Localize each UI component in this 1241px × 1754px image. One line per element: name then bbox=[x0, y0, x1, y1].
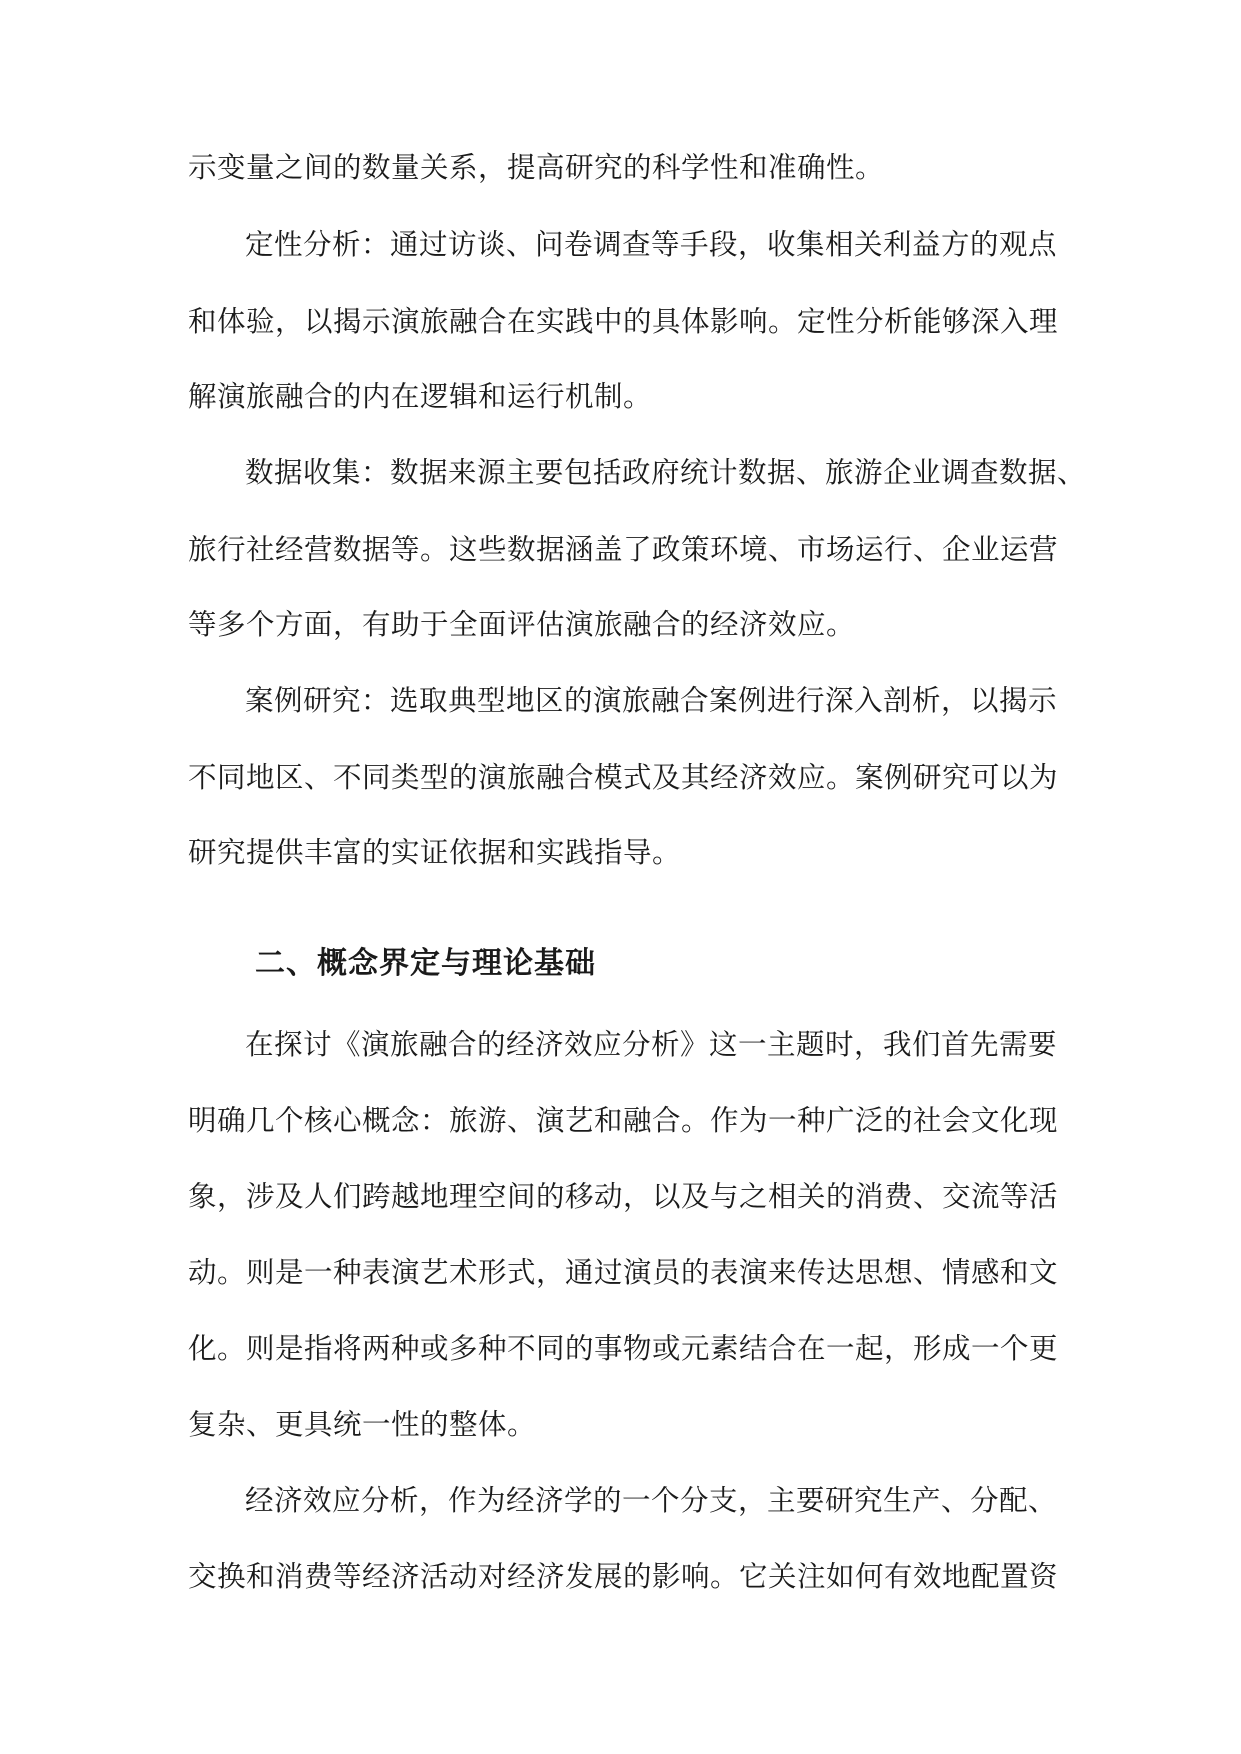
paragraph-line: 动。则是一种表演艺术形式，通过演员的表演来传达思想、情感和文 bbox=[188, 1256, 1059, 1289]
paragraph-line: 和体验，以揭示演旅融合在实践中的具体影响。定性分析能够深入理 bbox=[188, 305, 1059, 338]
paragraph-line: 经济效应分析，作为经济学的一个分支，主要研究生产、分配、 bbox=[245, 1484, 1058, 1517]
section-heading: 二、概念界定与理论基础 bbox=[255, 946, 596, 981]
paragraph-line: 等多个方面，有助于全面评估演旅融合的经济效应。 bbox=[188, 608, 856, 641]
paragraph-line: 不同地区、不同类型的演旅融合模式及其经济效应。案例研究可以为 bbox=[188, 761, 1059, 794]
paragraph-line: 解演旅融合的内在逻辑和运行机制。 bbox=[188, 380, 653, 413]
paragraph-line: 案例研究：选取典型地区的演旅融合案例进行深入剖析，以揭示 bbox=[245, 684, 1058, 717]
paragraph-line: 化。则是指将两种或多种不同的事物或元素结合在一起，形成一个更 bbox=[188, 1332, 1059, 1365]
paragraph-line: 研究提供丰富的实证依据和实践指导。 bbox=[188, 836, 682, 869]
paragraph-line: 交换和消费等经济活动对经济发展的影响。它关注如何有效地配置资 bbox=[188, 1560, 1059, 1593]
paragraph-line: 旅行社经营数据等。这些数据涵盖了政策环境、市场运行、企业运营 bbox=[188, 533, 1059, 566]
paragraph-line: 复杂、更具统一性的整体。 bbox=[188, 1408, 537, 1441]
paragraph-line: 数据收集：数据来源主要包括政府统计数据、旅游企业调查数据、 bbox=[245, 456, 1087, 489]
paragraph-line: 明确几个核心概念：旅游、演艺和融合。作为一种广泛的社会文化现 bbox=[188, 1104, 1059, 1137]
paragraph-line: 在探讨《演旅融合的经济效应分析》这一主题时，我们首先需要 bbox=[245, 1028, 1058, 1061]
paragraph-line: 定性分析：通过访谈、问卷调查等手段，收集相关利益方的观点 bbox=[245, 228, 1058, 261]
paragraph-line: 示变量之间的数量关系，提高研究的科学性和准确性。 bbox=[188, 151, 885, 184]
paragraph-line: 象，涉及人们跨越地理空间的移动，以及与之相关的消费、交流等活 bbox=[188, 1180, 1059, 1213]
